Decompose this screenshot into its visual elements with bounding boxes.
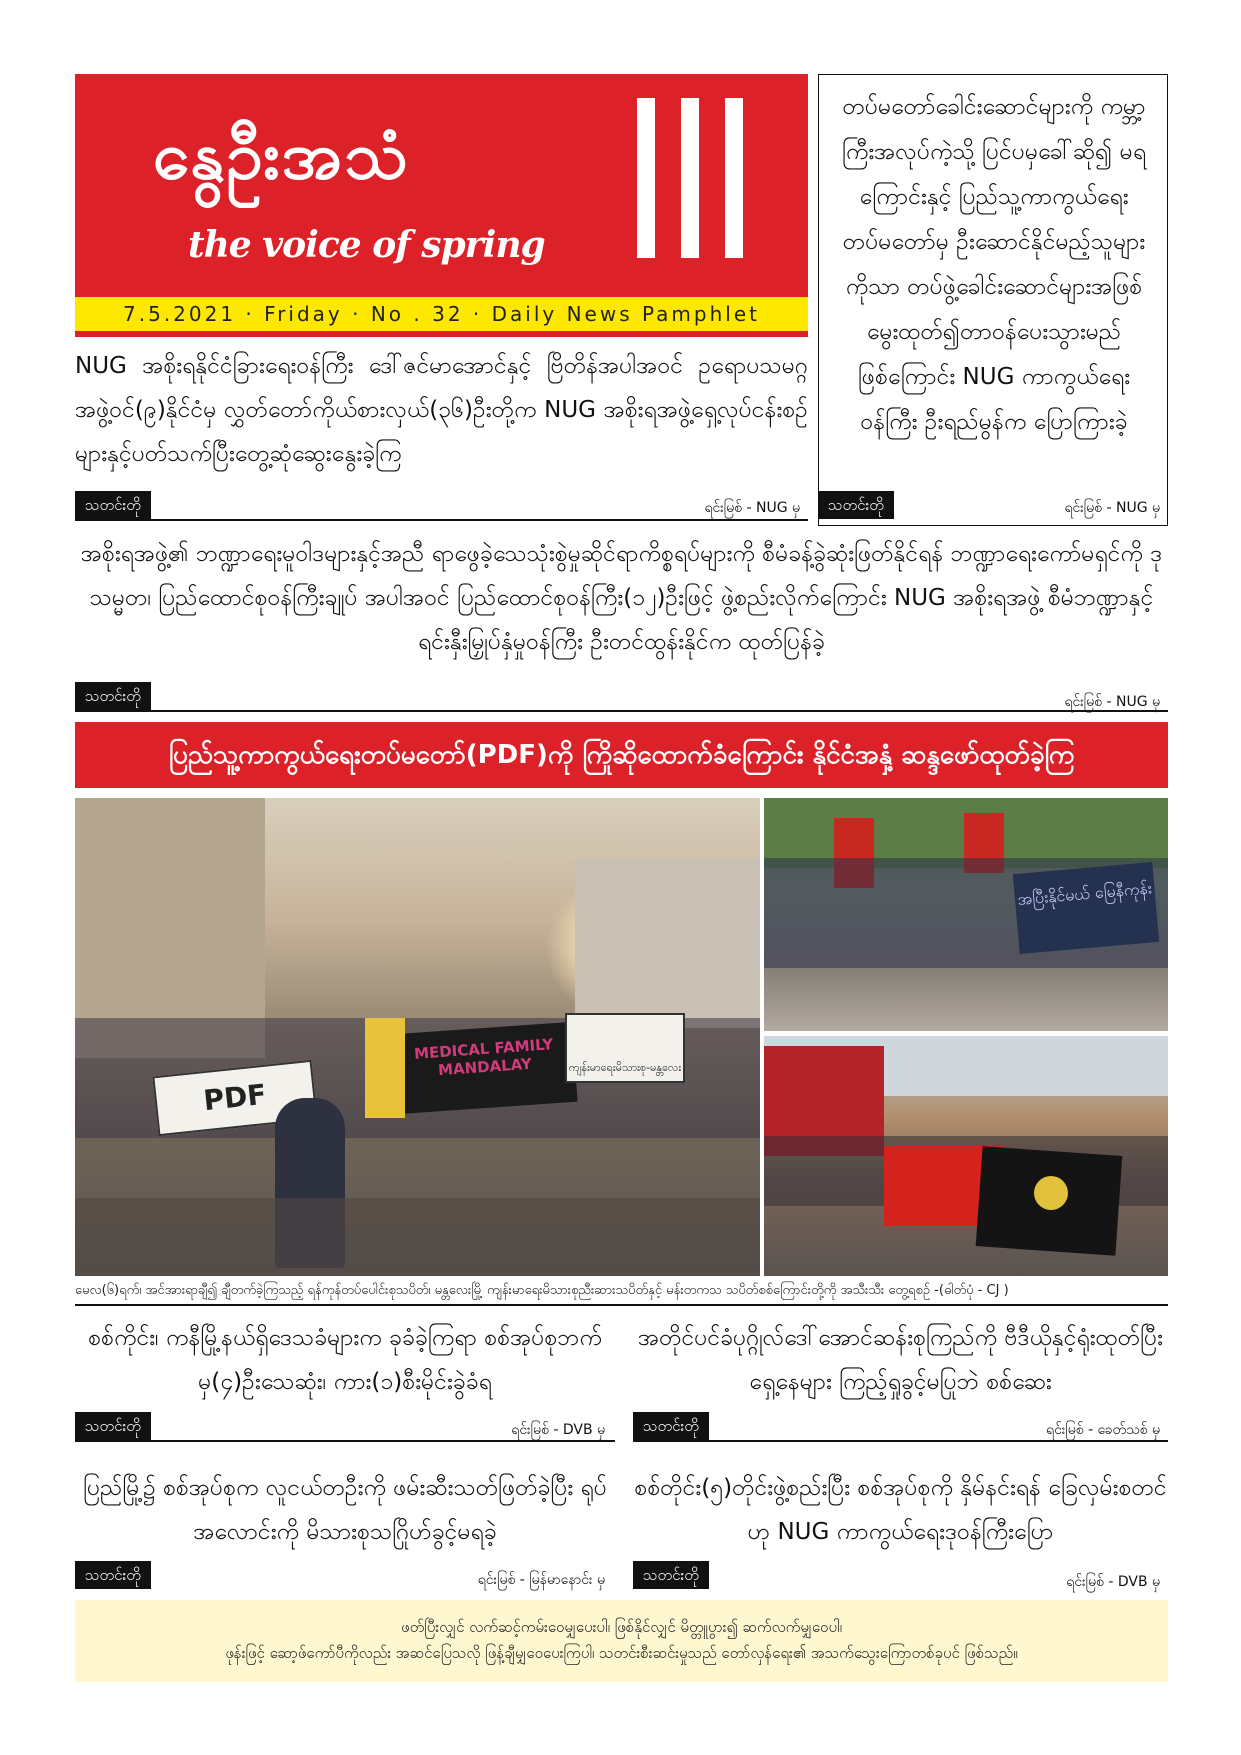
- headline-banner: ပြည်သူ့ကာကွယ်ရေးတပ်မတော်(PDF)ကို ကြိုဆိုထောက်ခံကြောင်း နိုင်ငံအနှံ့ ဆန္ဒဖော်ထုတ်ခဲ့ကြ: [75, 722, 1168, 788]
- building-right: [575, 858, 760, 1028]
- story-1-text: NUG အစိုးရနိုင်ငံခြားရေးဝန်ကြီး ဒေါ်ဇင်မာအောင်နှင့် ဗြိတိန်အပါအဝင် ဥရောပသမဂ္ဂအဖွဲ့ဝင်(၉)နိုင်ငံမှ လွှတ်တော်ကိုယ်စားလှယ်(၃၆)ဦးတို့က NUG အစိုးရအဖွဲ့ရှေ့လုပ်ငန်းစဉ်များနှင့်ပတ်သက်ပြီးတွေ့ဆုံဆွေးနွေးခဲ့ကြ: [75, 353, 808, 467]
- medical-sign-right: ကျန်းမာရေးမိသားစု-မန္တလေး: [565, 1013, 685, 1083]
- story-6-source: ရင်းမြစ် - DVB မှ: [1066, 1574, 1160, 1590]
- story-3-tag: သတင်းတို: [75, 1412, 151, 1440]
- story-2-tag: သတင်းတို: [75, 682, 151, 710]
- story-5-source: ရင်းမြစ် - မြန်မာနောင်း မှ: [477, 1572, 605, 1588]
- dateline: 7.5.2021 · Friday · No . 32 · Daily News Pamphlet: [75, 297, 808, 331]
- medical-family-banner: MEDICAL FAMILY MANDALAY: [392, 1022, 577, 1114]
- right-news-source: ရင်းမြစ် - NUG မှ: [1064, 500, 1160, 516]
- story-4-source: ရင်းမြစ် - ခေတ်သစ် မှ: [1046, 1422, 1160, 1438]
- story-1-rule: [75, 519, 808, 521]
- story-2-source: ရင်းမြစ် - NUG မှ: [1064, 694, 1160, 710]
- road: [75, 1198, 760, 1276]
- yellow-flag: [365, 1018, 405, 1118]
- footer-note: [75, 1600, 1168, 1682]
- flag-emblem: [1034, 1176, 1068, 1210]
- masthead-bars-logo: [637, 98, 747, 258]
- masthead: [75, 74, 808, 297]
- photo-caption: မေလ(၆)ရက်၊ အင်အားရာချီ၍ ချီတက်ခဲ့ကြသည့် ရန်ကုန်တပ်ပေါင်းစုသပိတ်၊ မန္တလေးမြို့ ကျန်းမာရေးမိသားစုညီးဆားသပိတ်နှင့် မန်းတကသ သပိတ်စစ်ကြောင်းတို့ကို အသီးသီး တွေ့ရစဉ် -(ဓါတ်ပုံ - CJ ): [75, 1283, 1009, 1298]
- pdf-sign: PDF: [152, 1060, 317, 1136]
- dateline-rule: [75, 331, 808, 337]
- protest-photo-top-right: [764, 798, 1168, 1031]
- story-2-rule: [75, 710, 1168, 712]
- story-4-rule: [633, 1440, 1168, 1442]
- right-news-box: [818, 74, 1168, 526]
- story-3-text: စစ်ကိုင်း၊ ကနီမြို့နယ်ရှိဒေသခံများက ခုခံခဲ့ကြရာ စစ်အုပ်စုဘက်မှ(၄)ဦးသေဆုံး၊ ကား(၁)စီးမိုင်းခွဲခံရ: [88, 1325, 602, 1395]
- story-1-tag: သတင်းတို: [75, 491, 151, 519]
- masthead-title-mm: နွေဦးအသံ: [153, 117, 410, 194]
- story-2-text: အစိုးရအဖွဲ့၏ ဘဏ္ဍာရေးမူဝါဒများနှင့်အညီ ရာဖွေခဲ့သေသုံးစွဲမှုဆိုင်ရာကိစ္စရပ်များကို စီမံခန့်ခွဲဆုံးဖြတ်နိုင်ရန် ဘဏ္ဍာရေးကော်မရှင်ကို ဒုသမ္မတ၊ ပြည်ထောင်စုဝန်ကြီးချုပ် အပါအဝင် ပြည်ထောင်စုဝန်ကြီး(၁၂)ဦးဖြင့် ဖွဲ့စည်းလိုက်ကြောင်း NUG အစိုးရအဖွဲ့ စီမံဘဏ္ဍာနှင့်ရင်းနှီးမြှုပ်နှံမှုဝန်ကြီး ဦးတင်ထွန်းနိုင်က ထုတ်ပြန်ခဲ့: [80, 541, 1163, 655]
- masthead-title-en: the voice of spring: [188, 224, 545, 266]
- story-1-source: ရင်းမြစ် - NUG မှ: [704, 500, 800, 516]
- story-6-text: စစ်တိုင်း(၅)တိုင်းဖွဲ့စည်းပြီး စစ်အုပ်စုကို နှိမ်နင်းရန် ခြေလှမ်းစတင်ဟု NUG ကာကွယ်ရေးဒုဝန်ကြီးပြော: [634, 1475, 1167, 1545]
- story-6-tag: သတင်းတို: [633, 1561, 709, 1589]
- protest-banner-navy: အပြီးနိုင်မယ် မြေနီကုန်း: [1013, 862, 1159, 954]
- protest-photo-main: [75, 798, 760, 1276]
- story-4-tag: သတင်းတို: [633, 1412, 709, 1440]
- story-5-text: ပြည်မြို့၌ စစ်အုပ်စုက လူငယ်တဦးကို ဖမ်းဆီးသတ်ဖြတ်ခဲ့ပြီး ရုပ်အလောင်းကို မိသားစုသဂြိုဟ်ခွင့်မရခဲ့: [83, 1475, 607, 1545]
- footer-line-2: ဖုန်းဖြင့် ဆော့ဖ်ကော်ပီကိုလည်း အဆင်ပြေသလို ဖြန့်ချီမျှဝေပေးကြပါ၊ သတင်းစီးဆင်းမှုသည် တော်လှန်ရေး၏ အသက်သွေးကြောတစ်ခုပင် ဖြစ်သည်။: [225, 1644, 1018, 1662]
- story-5-tag: သတင်းတို: [75, 1561, 151, 1589]
- story-4-text: အတိုင်ပင်ခံပုဂ္ဂိုလ်ဒေါ်အောင်ဆန်းစုကြည်ကို ဗီဒီယိုနှင့်ရုံးထုတ်ပြီး ရှေ့နေများ ကြည့်ရှုခွင့်မပြုဘဲ စစ်ဆေး: [637, 1325, 1163, 1395]
- caption-rule: [75, 1304, 1168, 1306]
- story-3-rule: [75, 1440, 615, 1442]
- right-news-tag: သတင်းတို: [818, 491, 894, 519]
- right-news-text: တပ်မတော်ခေါင်းဆောင်များကို ကမ္ဘာ့ကြီးအလုပ်ကဲ့သို့ ပြင်ပမှခေါ်ဆို၍ မရကြောင်းနှင့် ပြည်သူ့ကာကွယ်ရေးတပ်မတော်မှ ဦးဆောင်နိုင်မည့်သူများကိုသာ တပ်ဖွဲ့ခေါင်းဆောင်များအဖြစ် မွေးထုတ်၍တာဝန်ပေးသွားမည်ဖြစ်ကြောင်း NUG ကာကွယ်ရေးဝန်ကြီး ဦးရည်မွန်က ပြောကြားခဲ့: [841, 94, 1147, 435]
- protest-photo-bottom-right: [764, 1036, 1168, 1276]
- footer-line-1: ဖတ်ပြီးလျှင် လက်ဆင့်ကမ်းဝေမျှပေးပါ၊ ဖြစ်နိုင်လျှင် မိတ္တူပွား၍ ဆက်လက်မျှဝေပါ၊: [401, 1618, 842, 1636]
- story-3-source: ရင်းမြစ် - DVB မှ: [511, 1422, 605, 1438]
